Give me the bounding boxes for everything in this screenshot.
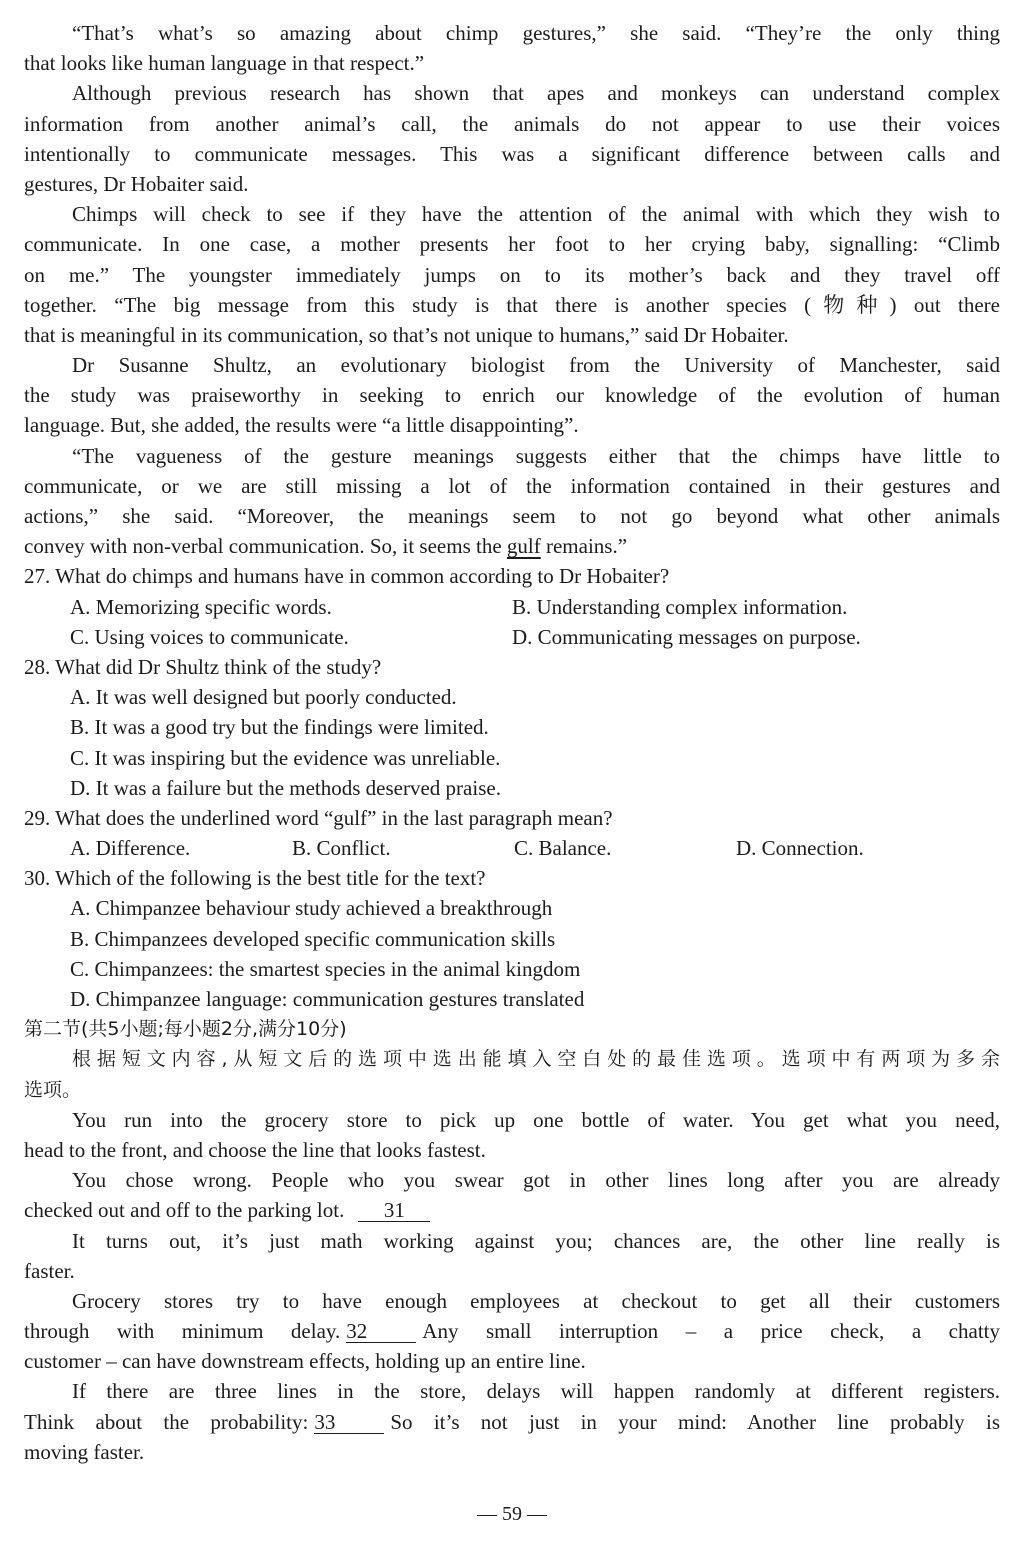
text-segment: remains.” (540, 534, 628, 559)
option-a: A. It was well designed but poorly conducted. (70, 685, 457, 710)
options-row (24, 592, 1000, 622)
section-instructions: 根据短文内容,从短文后的选项中选出能填入空白处的最佳选项。选项中有两项为多余 (72, 1048, 1000, 1071)
text-line: Dr Susanne Shultz, an evolutionary biologist from the University of Manchester, said (72, 353, 1000, 378)
page-content (24, 18, 1000, 1467)
section-heading: 第二节(共5小题;每小题2分,满分10分) (24, 1018, 347, 1041)
text-line: “That’s what’s so amazing about chimp gestures,” she said. “They’re the only thing (72, 21, 1000, 45)
answer-blank-32[interactable]: 32 (346, 1320, 416, 1343)
option-a: A. Memorizing specific words. (70, 594, 332, 619)
options-row (24, 622, 1000, 652)
option-b: B. Chimpanzees developed specific communication skills (70, 926, 556, 951)
text-line: It turns out, it’s just math working against you; chances are, the other line really is (72, 1228, 1000, 1253)
passage-paragraph-1 (24, 78, 1000, 199)
cloze-paragraph-1 (24, 1105, 1000, 1165)
text-line: intentionally to communicate messages. This was a significant difference between calls and (24, 141, 1000, 166)
passage-paragraph-0 (24, 18, 1000, 78)
option-c: C. Balance. (514, 836, 612, 861)
text-line (24, 1195, 1000, 1225)
question-29 (24, 803, 1000, 863)
question-stem: 27. What do chimps and humans have in common according to Dr Hobaiter? (24, 564, 670, 589)
text-line: that looks like human language in that respect.” (24, 51, 425, 76)
underlined-word-gulf: gulf (506, 534, 541, 559)
section-instructions: 选项。 (24, 1078, 82, 1101)
text-line: together. “The big message from this study is that there is another species (物种) out there (24, 292, 1000, 317)
passage-paragraph-2 (24, 199, 1000, 350)
text-segment: Think about the probability: (24, 1409, 309, 1434)
text-line (24, 531, 1000, 561)
text-line: Although previous research has shown that apes and monkeys can understand complex (72, 81, 1000, 106)
text-segment: convey with non-verbal communication. So, it seems the (24, 534, 507, 559)
option-d: D. Chimpanzee language: communication gestures translated (70, 987, 585, 1011)
text-line (24, 1316, 1000, 1346)
text-line: head to the front, and choose the line that looks fastest. (24, 1137, 486, 1162)
option-c: C. Using voices to communicate. (70, 624, 349, 649)
text-line: You run into the grocery store to pick up one bottle of water. You get what you need, (72, 1107, 1000, 1132)
text-line: that is meaningful in its communication, so that’s not unique to humans,” said Dr Hobaiter. (24, 322, 789, 347)
cloze-paragraph-2 (24, 1165, 1000, 1225)
text-line (24, 1407, 1000, 1437)
question-30 (24, 863, 1000, 1014)
text-segment: checked out and off to the parking lot. (24, 1198, 345, 1223)
text-line: moving faster. (24, 1439, 145, 1464)
option-c: C. It was inspiring but the evidence was unreliable. (70, 745, 501, 770)
section-2 (24, 1014, 1000, 1467)
text-line: actions,” she said. “Moreover, the meanings seem to not go beyond what other animals (24, 504, 1000, 528)
passage-paragraph-4 (24, 441, 1000, 562)
option-d: D. Communicating messages on purpose. (512, 624, 861, 649)
question-stem: 29. What does the underlined word “gulf” in the last paragraph mean? (24, 805, 613, 830)
option-a: A. Chimpanzee behaviour study achieved a breakthrough (70, 896, 553, 921)
cloze-paragraph-3 (24, 1226, 1000, 1286)
question-27 (24, 561, 1000, 652)
question-stem: 28. What did Dr Shultz think of the study? (24, 654, 382, 679)
text-line: gestures, Dr Hobaiter said. (24, 171, 249, 196)
text-line: Chimps will check to see if they have the attention of the animal with which they wish to (72, 202, 1000, 227)
cloze-paragraph-4 (24, 1286, 1000, 1377)
option-b: B. Understanding complex information. (512, 594, 848, 619)
text-line: on me.” The youngster immediately jumps on to its mother’s back and they travel off (24, 262, 1000, 287)
text-line: “The vagueness of the gesture meanings suggests either that the chimps have little to (72, 443, 1000, 468)
text-line: information from another animal’s call, the animals do not appear to use their voices (24, 111, 1000, 136)
text-line: If there are three lines in the store, delays will happen randomly at different registers. (72, 1379, 1000, 1404)
answer-blank-33[interactable]: 33 (314, 1411, 384, 1434)
text-line: communicate. In one case, a mother presents her foot to her crying baby, signalling: “Climb (24, 232, 1000, 257)
option-d: D. Connection. (736, 836, 864, 861)
question-28 (24, 652, 1000, 803)
text-segment: Any small interruption – a price check, a chatty (422, 1319, 1000, 1344)
text-line: faster. (24, 1258, 75, 1283)
answer-blank-31[interactable]: 31 (358, 1199, 430, 1222)
text-line: language. But, she added, the results were “a little disappointing”. (24, 413, 579, 438)
text-line: the study was praiseworthy in seeking to enrich our knowledge of the evolution of human (24, 383, 1000, 408)
option-d: D. It was a failure but the methods deserved praise. (70, 775, 501, 800)
text-segment: through with minimum delay. (24, 1319, 341, 1344)
options-row (24, 833, 1000, 863)
passage-paragraph-3 (24, 350, 1000, 441)
text-line: communicate, or we are still missing a lot of the information contained in their gestures and (24, 473, 1000, 498)
question-stem: 30. Which of the following is the best title for the text? (24, 866, 486, 891)
option-a: A. Difference. (70, 836, 191, 861)
text-line: You chose wrong. People who you swear got in other lines long after you are already (72, 1168, 1000, 1193)
text-segment: So it’s not just in your mind: Another line probably is (390, 1409, 1000, 1434)
cloze-paragraph-5 (24, 1376, 1000, 1467)
option-c: C. Chimpanzees: the smartest species in the animal kingdom (70, 956, 581, 981)
option-b: B. Conflict. (292, 836, 391, 861)
text-line: Grocery stores try to have enough employees at checkout to get all their customers (72, 1288, 1000, 1313)
text-line: customer – can have downstream effects, holding up an entire line. (24, 1349, 586, 1374)
option-b: B. It was a good try but the findings were limited. (70, 715, 489, 740)
page-number: — 59 — (477, 1503, 547, 1525)
